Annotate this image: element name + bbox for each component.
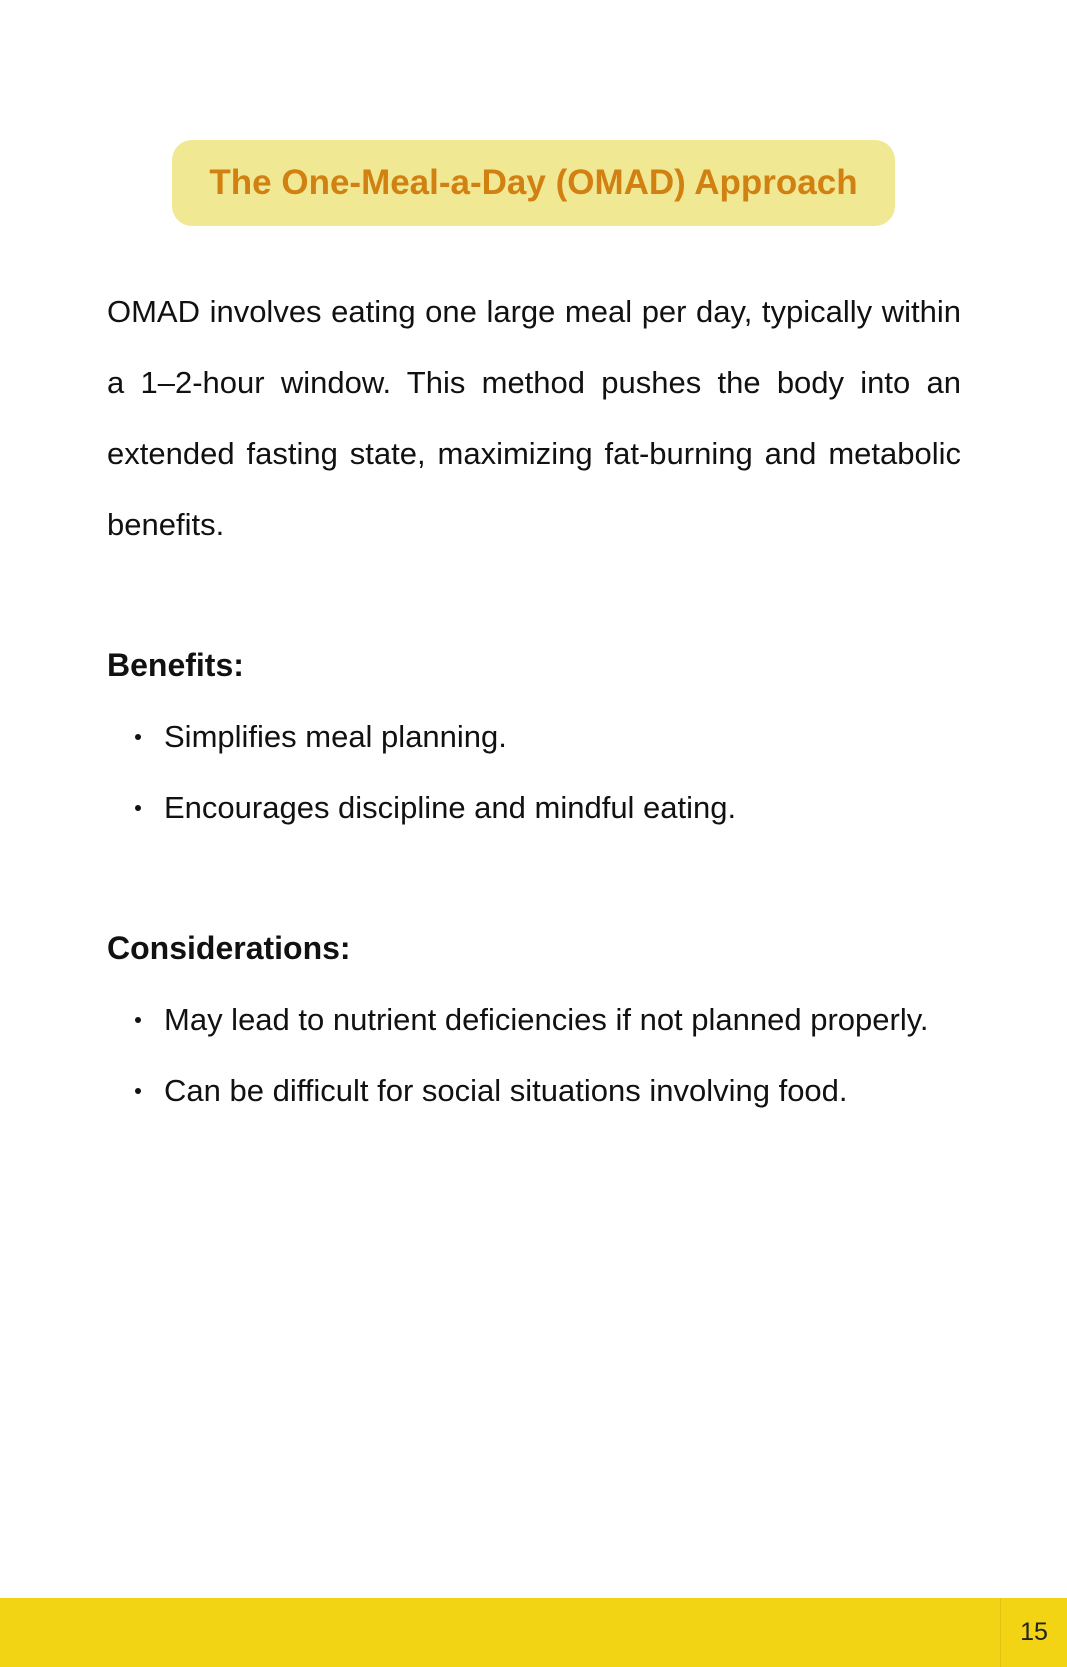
- footer-bar: [0, 1598, 1067, 1667]
- page-title: The One-Meal-a-Day (OMAD) Approach: [209, 163, 858, 202]
- intro-paragraph: OMAD involves eating one large meal per day, typically within a 1–2-hour window. This method pushes the body into an extended fasting state, maximizing fat-burning and metabolic benefits.: [107, 294, 961, 542]
- bullet-icon: [135, 1088, 141, 1094]
- list-item-text: Can be difficult for social situations involving food.: [164, 1073, 848, 1108]
- bullet-icon: [135, 1017, 141, 1023]
- list-item: [107, 772, 961, 843]
- list-item: [107, 984, 961, 1055]
- bullet-icon: [135, 805, 141, 811]
- benefits-list: [107, 701, 961, 843]
- page-number-box: [1000, 1598, 1067, 1667]
- list-item: [107, 701, 961, 772]
- page-number: 15: [1020, 1618, 1048, 1646]
- list-item-text: Simplifies meal planning.: [164, 719, 507, 754]
- list-item-text: May lead to nutrient deficiencies if not planned properly.: [164, 1002, 929, 1037]
- benefits-heading: Benefits:: [107, 647, 244, 683]
- considerations-list: [107, 984, 961, 1126]
- list-item-text: Encourages discipline and mindful eating.: [164, 790, 737, 825]
- main-content: [107, 276, 961, 1126]
- bullet-icon: [135, 734, 141, 740]
- list-item: [107, 1055, 961, 1126]
- title-banner: [172, 140, 895, 226]
- considerations-heading: Considerations:: [107, 930, 351, 966]
